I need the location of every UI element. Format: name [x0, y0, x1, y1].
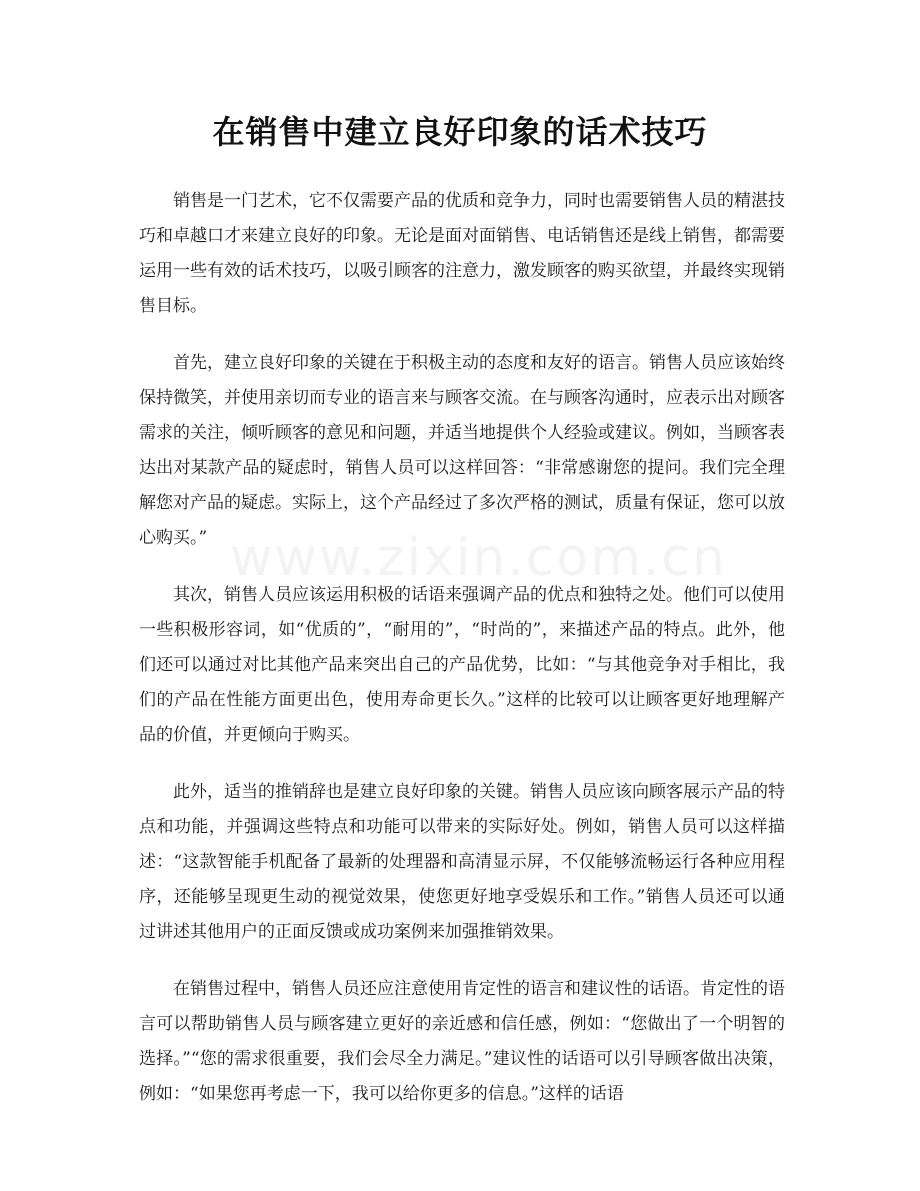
- paragraph-4: 此外，适当的推销辞也是建立良好印象的关键。销售人员应该向顾客展示产品的特点和功能，并强调这些特点和功能可以带来的实际好处。例如，销售人员可以这样描述：“这款智能手机配备了最新的处理器和高清显示屏，不仅能够流畅运行各种应用程序，还能够呈现更生动的视觉效果，使您更好地享受娱乐和工作。”销售人员还可以通过讲述其他用户的正面反馈或成功案例来加强推销效果。: [139, 782, 785, 942]
- paragraph-5: 在销售过程中，销售人员还应注意使用肯定性的语言和建议性的话语。肯定性的语言可以帮助销售人员与顾客建立更好的亲近感和信任感，例如：“您做出了一个明智的选择。”“您的需求很重要，我们会尽全力满足。”建议性的话语可以引导顾客做出决策，例如：“如果您再考虑一下，我可以给你更多的信息。”这样的话语: [139, 979, 785, 1104]
- paragraph-2: 首先，建立良好印象的关键在于积极主动的态度和友好的语言。销售人员应该始终保持微笑，并使用亲切而专业的语言来与顾客交流。在与顾客沟通时，应表示出对顾客需求的关注，倾听顾客的意见和问题，并适当地提供个人经验或建议。例如，当顾客表达出对某款产品的疑虑时，销售人员可以这样回答：“非常感谢您的提问。我们完全理解您对产品的疑虑。实际上，这个产品经过了多次严格的测试，质量有保证，您可以放心购买。”: [139, 353, 785, 548]
- paragraph-1: 销售是一门艺术，它不仅需要产品的优质和竞争力，同时也需要销售人员的精湛技巧和卓越口才来建立良好的印象。无论是面对面销售、电话销售还是线上销售，都需要运用一些有效的话术技巧，以吸引顾客的注意力，激发顾客的购买欲望，并最终实现销售目标。: [139, 191, 785, 316]
- document-title: 在销售中建立良好印象的话术技巧: [212, 113, 708, 151]
- paragraph-3: 其次，销售人员应该运用积极的话语来强调产品的优点和独特之处。他们可以使用一些积极形容词，如“优质的”，“耐用的”，“时尚的”，来描述产品的特点。此外，他们还可以通过对比其他产品来突出自己的产品优势，比如：“与其他竞争对手相比，我们的产品在性能方面更出色，使用寿命更长久。”这样的比较可以让顾客更好地理解产品的价值，并更倾向于购买。: [139, 585, 785, 745]
- watermark: www.zixin.com.cn: [230, 528, 727, 588]
- document-body: [139, 184, 785, 1134]
